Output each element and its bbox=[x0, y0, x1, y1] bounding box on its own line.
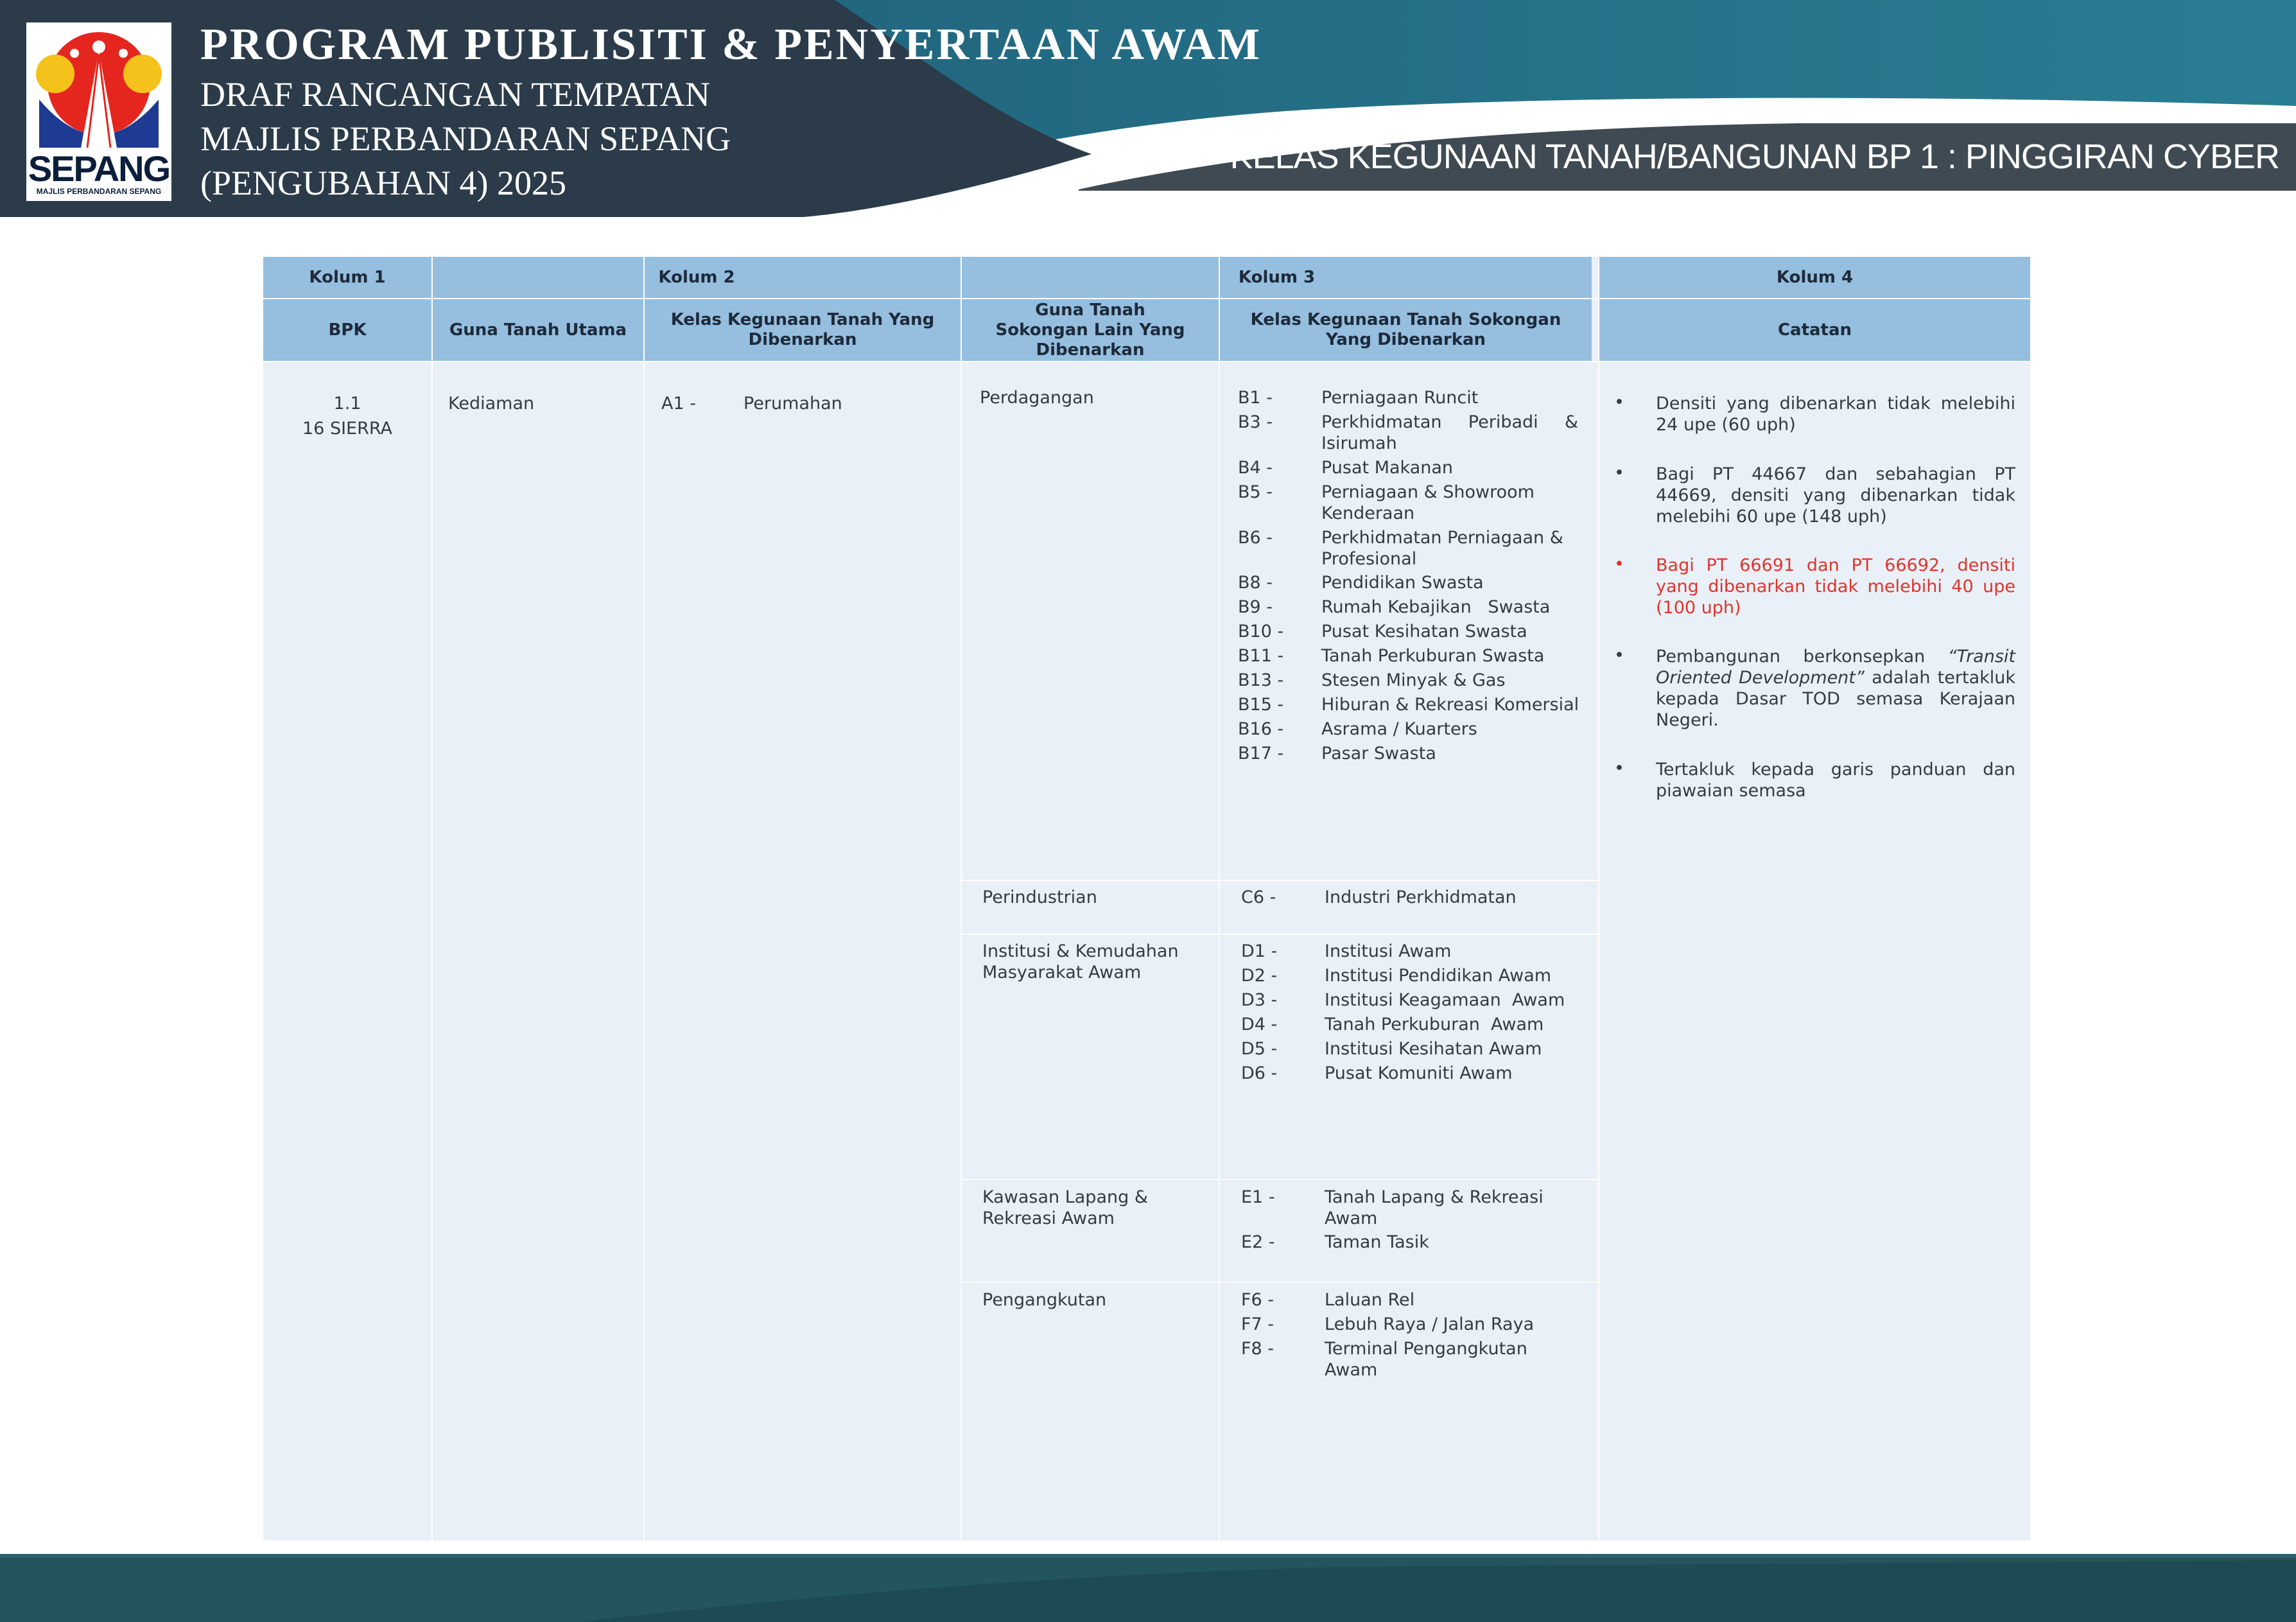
note-tod-italic: “Transit Oriented Development” bbox=[1656, 647, 2015, 688]
note-tod-after: adalah tertakluk kepada Dasar TOD semasa Kerajaan Negeri. bbox=[1656, 668, 2015, 730]
class-desc: Taman Tasik bbox=[1325, 1232, 1429, 1252]
footer-banner bbox=[0, 1554, 2296, 1622]
class-desc: Tanah Perkuburan Awam bbox=[1325, 1015, 1544, 1034]
group-header-kolum-3: Kolum 3 bbox=[962, 257, 1592, 298]
class-desc: Rumah Kebajikan Swasta bbox=[1321, 597, 1551, 617]
class-code: B17 - bbox=[1238, 744, 1284, 763]
class-desc: Asrama / Kuarters bbox=[1321, 719, 1477, 739]
note-guidelines: Tertakluk kepada garis panduan dan piawaian semasa bbox=[1656, 760, 2015, 801]
bullet-icon: • bbox=[1614, 392, 1624, 412]
note-tod-before: Pembangunan berkonsepkan bbox=[1656, 647, 1948, 667]
class-desc: Institusi Awam bbox=[1325, 941, 1452, 961]
note-density-pt44667: Bagi PT 44667 dan sebahagian PT 44669, densiti yang dibenarkan tidak melebihi 60 upe (148 uph) bbox=[1656, 464, 2015, 527]
group-header-kolum-1: Kolum 1 bbox=[263, 257, 431, 298]
class-code: B8 - bbox=[1238, 573, 1273, 593]
class-desc: Tanah Perkuburan Swasta bbox=[1321, 646, 1545, 666]
class-code: E1 - bbox=[1241, 1187, 1275, 1207]
divider bbox=[263, 298, 2030, 299]
main-class-code: A1 - bbox=[661, 394, 696, 414]
col-header-support-use: Guna Tanah Sokongan Lain Yang Dibenarkan bbox=[962, 299, 1219, 361]
class-desc: Stesen Minyak & Gas bbox=[1321, 670, 1506, 690]
footer-background bbox=[0, 1554, 2296, 1622]
class-code: B10 - bbox=[1238, 622, 1284, 641]
class-desc: Perniagaan Runcit bbox=[1321, 388, 1479, 408]
class-code: F6 - bbox=[1241, 1290, 1274, 1310]
col-header-support-class: Kelas Kegunaan Tanah Sokongan Yang Dibenarkan bbox=[1220, 299, 1592, 361]
class-desc: Laluan Rel bbox=[1325, 1290, 1415, 1310]
divider bbox=[962, 1179, 1598, 1180]
class-desc: Pasar Swasta bbox=[1321, 744, 1436, 763]
divider bbox=[961, 257, 962, 1540]
col-header-main-class: Kelas Kegunaan Tanah Yang Dibenarkan bbox=[645, 299, 961, 361]
group-header-kolum-4: Kolum 4 bbox=[1599, 257, 2030, 298]
class-code: F7 - bbox=[1241, 1314, 1274, 1334]
class-code: D2 - bbox=[1241, 966, 1278, 986]
amendment-title: (PENGUBAHAN 4) 2025 bbox=[200, 164, 566, 202]
class-desc: Lebuh Raya / Jalan Raya bbox=[1325, 1314, 1535, 1334]
support-use-transport: Pengangkutan bbox=[982, 1290, 1107, 1310]
divider bbox=[1598, 257, 1599, 1540]
class-code: D6 - bbox=[1241, 1063, 1278, 1083]
class-desc: Pusat Makanan bbox=[1321, 458, 1454, 478]
support-use-open-space: Kawasan Lapang & Rekreasi Awam bbox=[982, 1187, 1148, 1228]
divider bbox=[962, 1282, 1598, 1283]
class-code: B3 - bbox=[1238, 412, 1273, 432]
class-code: B13 - bbox=[1238, 670, 1284, 690]
divider bbox=[263, 361, 2030, 362]
zone-class-title: KELAS KEGUNAAN TANAH/BANGUNAN BP 1 : PINGGIRAN CYBER bbox=[1230, 137, 2279, 176]
divider bbox=[431, 257, 433, 1540]
class-desc: Perkhidmatan Peribadi & Isirumah bbox=[1321, 412, 1578, 453]
group-header-kolum-2: Kolum 2 bbox=[433, 257, 961, 298]
col-header-catatan: Catatan bbox=[1599, 299, 2030, 361]
bullet-icon: • bbox=[1614, 758, 1624, 778]
class-desc: Institusi Pendidikan Awam bbox=[1325, 966, 1552, 986]
divider bbox=[643, 257, 645, 1540]
class-code: B16 - bbox=[1238, 719, 1284, 739]
bullet-icon: • bbox=[1614, 463, 1624, 483]
main-land-use: Kediaman bbox=[448, 394, 535, 414]
main-class-desc: Perumahan bbox=[744, 394, 842, 414]
sepang-logo bbox=[26, 22, 171, 201]
class-desc: Perniagaan & Showroom Kenderaan bbox=[1321, 482, 1535, 523]
program-title: PROGRAM PUBLISITI & PENYERTAAN AWAM bbox=[200, 20, 1262, 69]
class-desc: Terminal Pengangkutan Awam bbox=[1325, 1339, 1527, 1380]
class-desc: Perkhidmatan Perniagaan & Profesional bbox=[1321, 528, 1563, 569]
class-desc: Tanah Lapang & Rekreasi Awam bbox=[1325, 1187, 1544, 1228]
logo-wordmark: SEPANG bbox=[28, 148, 170, 189]
col-header-bpk: BPK bbox=[263, 299, 431, 361]
divider bbox=[962, 934, 1598, 935]
class-code: B5 - bbox=[1238, 482, 1273, 502]
note-density-pt66691: Bagi PT 66691 dan PT 66692, densiti yang dibenarkan tidak melebihi 40 upe (100 uph) bbox=[1656, 555, 2015, 618]
divider bbox=[962, 880, 1598, 881]
council-name: MAJLIS PERBANDARAN SEPANG bbox=[200, 119, 731, 158]
class-desc: Pusat Kesihatan Swasta bbox=[1321, 622, 1527, 641]
class-desc: Pendidikan Swasta bbox=[1321, 573, 1484, 593]
class-code: B6 - bbox=[1238, 528, 1273, 548]
class-desc: Pusat Komuniti Awam bbox=[1325, 1063, 1513, 1083]
bullet-icon: • bbox=[1614, 554, 1624, 574]
class-code: B11 - bbox=[1238, 646, 1284, 666]
class-code: E2 - bbox=[1241, 1232, 1275, 1252]
header-banner bbox=[0, 0, 2296, 217]
class-code: D1 - bbox=[1241, 941, 1278, 961]
class-code: C6 - bbox=[1241, 887, 1276, 907]
class-desc: Hiburan & Rekreasi Komersial bbox=[1321, 695, 1579, 715]
bpk-name: 16 SIERRA bbox=[302, 419, 392, 439]
bullet-icon: • bbox=[1614, 645, 1624, 665]
class-desc: Institusi Kesihatan Awam bbox=[1325, 1039, 1542, 1059]
class-code: D3 - bbox=[1241, 990, 1278, 1010]
class-desc: Institusi Keagamaan Awam bbox=[1325, 990, 1565, 1010]
class-desc: Industri Perkhidmatan bbox=[1325, 887, 1517, 907]
support-use-institution: Institusi & Kemudahan Masyarakat Awam bbox=[982, 941, 1179, 982]
logo-subtext: MAJLIS PERBANDARAN SEPANG bbox=[36, 187, 162, 196]
class-code: B4 - bbox=[1238, 458, 1273, 478]
support-use-industry: Perindustrian bbox=[982, 887, 1097, 907]
draft-title: DRAF RANCANGAN TEMPATAN bbox=[200, 75, 710, 114]
note-tod bbox=[1656, 646, 2015, 731]
class-code: D4 - bbox=[1241, 1015, 1278, 1034]
class-code: B9 - bbox=[1238, 597, 1273, 617]
col-header-main-use: Guna Tanah Utama bbox=[433, 299, 643, 361]
bpk-code: 1.1 bbox=[333, 394, 361, 414]
class-code: D5 - bbox=[1241, 1039, 1278, 1059]
divider bbox=[1219, 257, 1220, 1540]
note-density-general: Densiti yang dibenarkan tidak melebihi 24 upe (60 uph) bbox=[1656, 394, 2015, 435]
class-code: B15 - bbox=[1238, 695, 1284, 715]
class-code: B1 - bbox=[1238, 388, 1273, 408]
support-use-commerce: Perdagangan bbox=[980, 388, 1094, 408]
class-code: F8 - bbox=[1241, 1339, 1274, 1359]
